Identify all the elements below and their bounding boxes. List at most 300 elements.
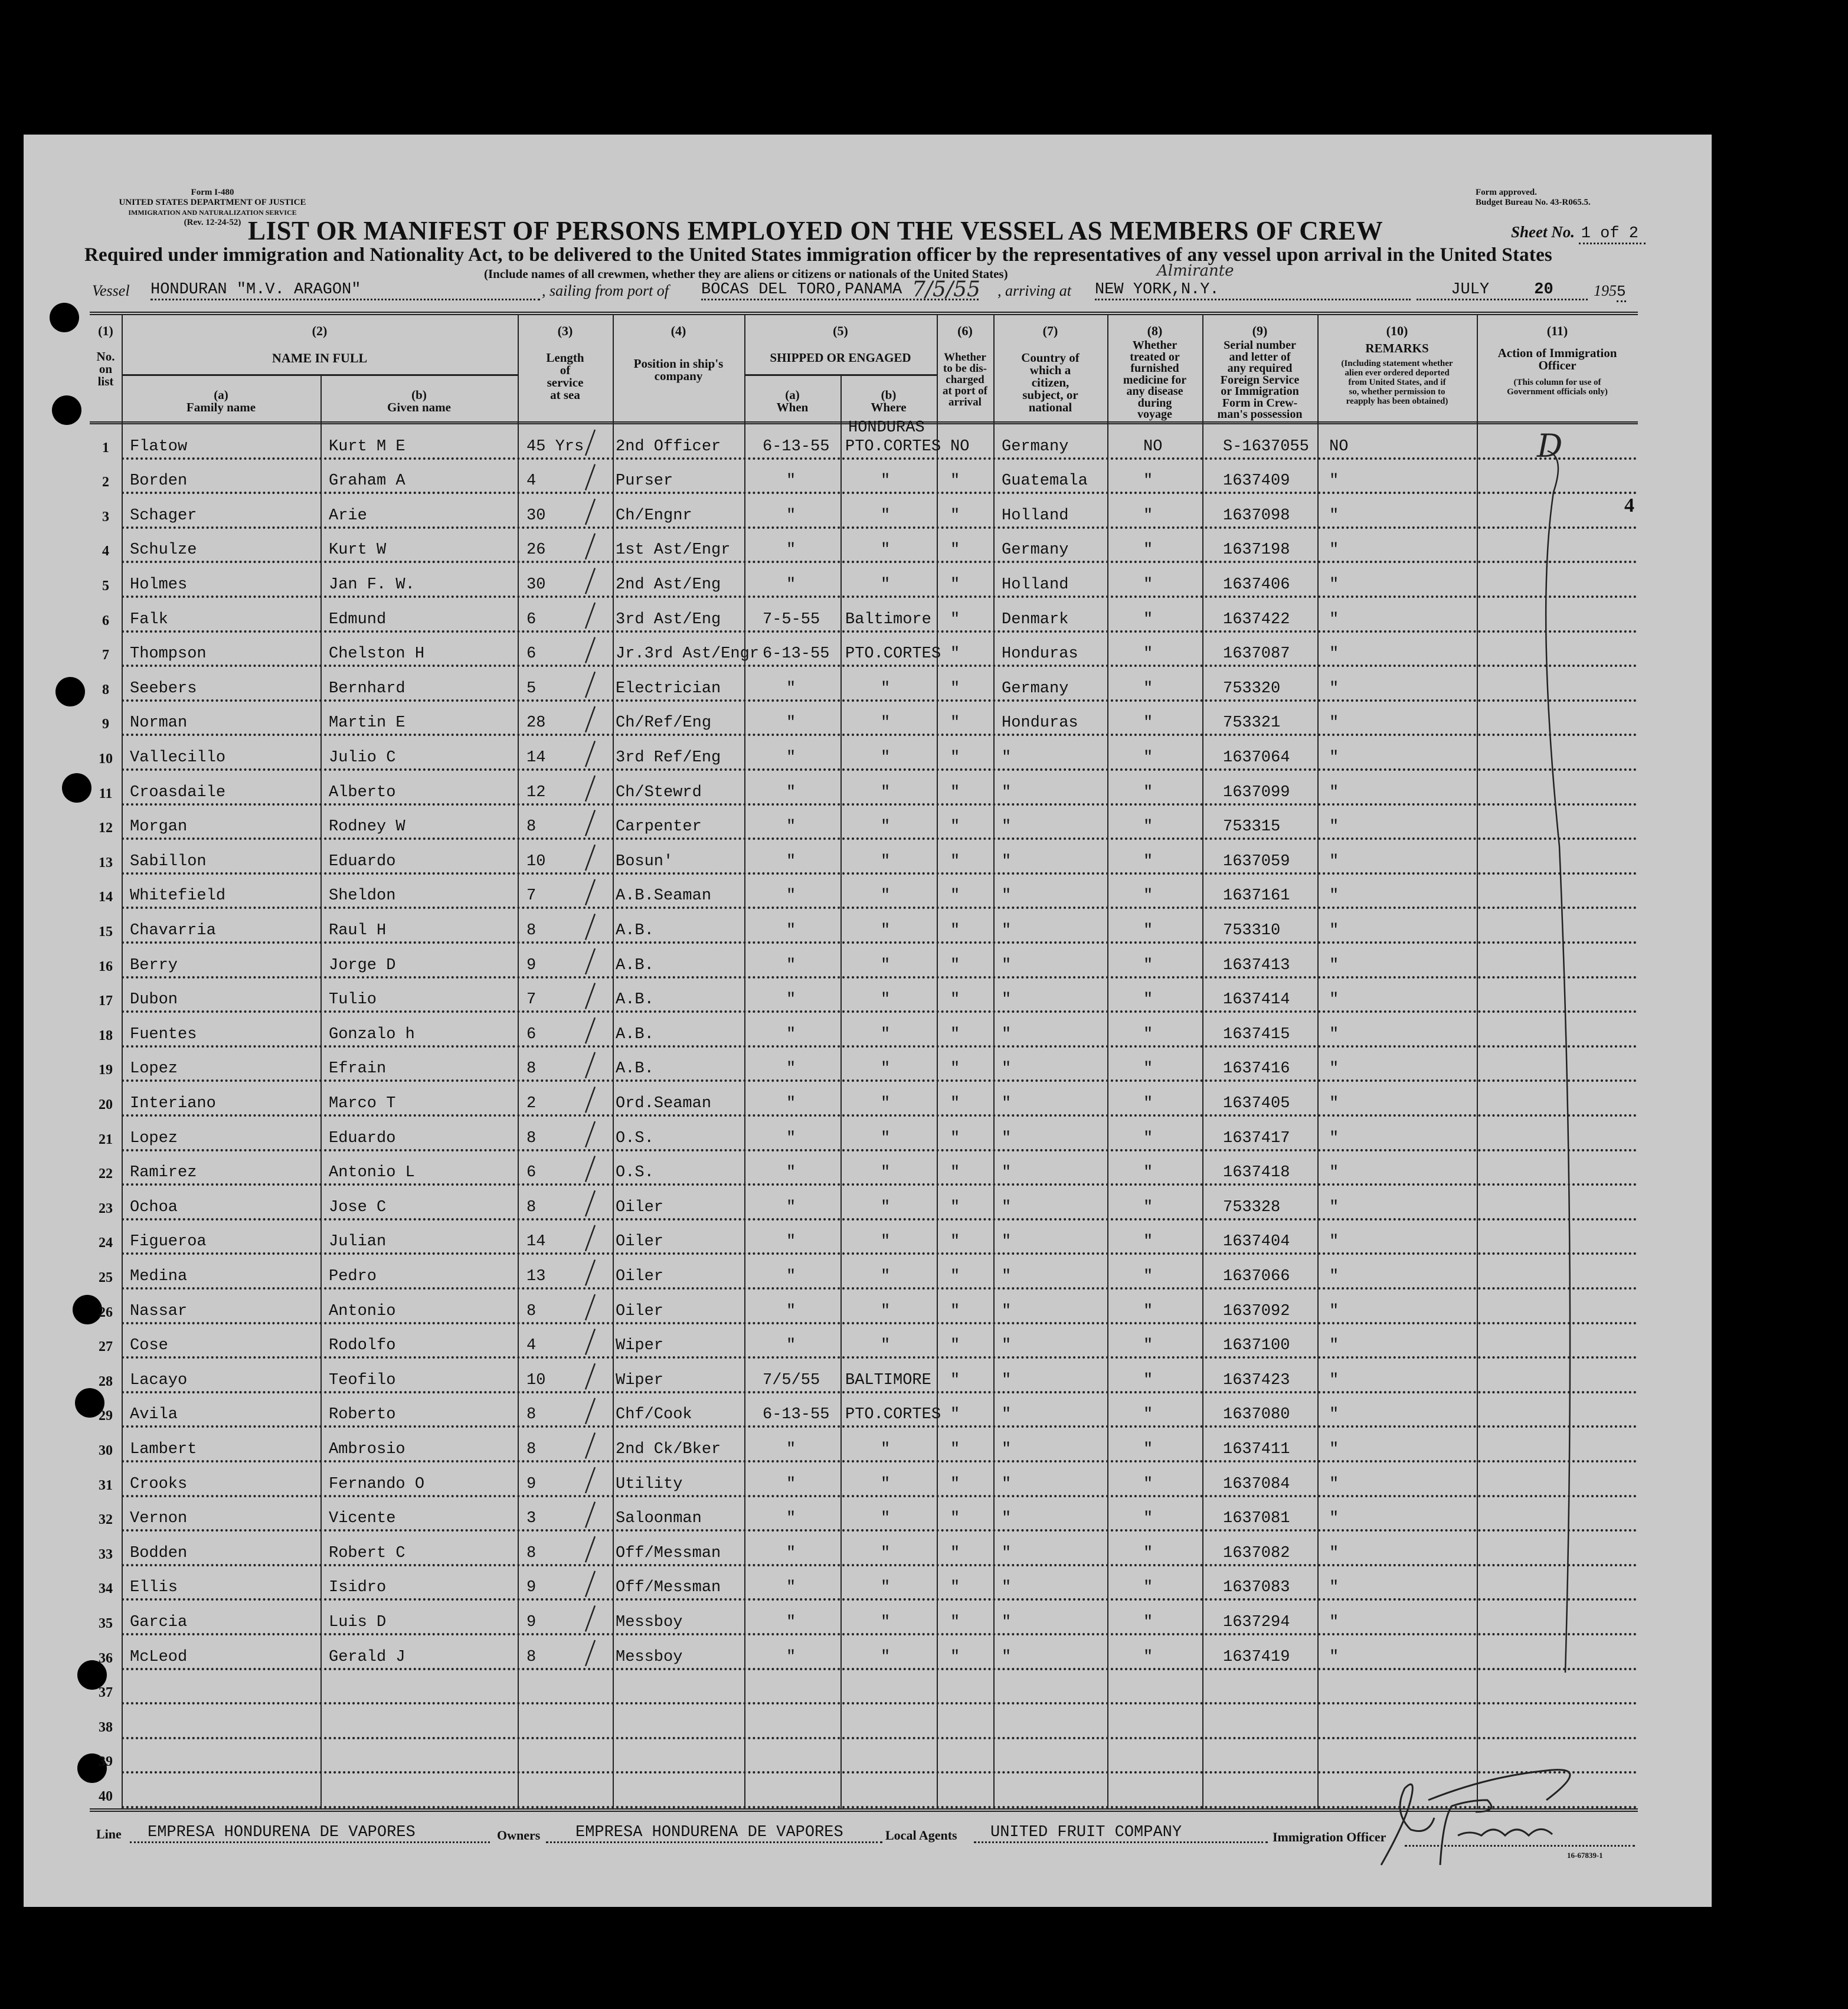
family-name: Berry [130, 956, 178, 974]
discharged: " [950, 679, 960, 698]
family-name: Morgan [130, 818, 188, 836]
length-of-service: 13 [526, 1267, 546, 1285]
family-name: Medina [130, 1267, 188, 1285]
row-number: 29 [99, 1408, 113, 1424]
serial-number: 753310 [1223, 921, 1281, 940]
shipped-where-country: HONDURAS [848, 418, 925, 437]
shipped-when: " [786, 1060, 796, 1078]
row-number: 12 [99, 820, 113, 836]
treated: " [1143, 679, 1153, 698]
shipped-when: 6-13-55 [763, 645, 830, 663]
vessel-name: HONDURAN "M.V. ARAGON" [151, 281, 540, 300]
shipped-where: " [881, 818, 891, 836]
remarks: " [1329, 887, 1339, 905]
serial-number: 1637092 [1223, 1302, 1290, 1320]
shipped-where: Baltimore [845, 610, 931, 629]
column-number: (10) [1386, 323, 1408, 338]
check-mark [586, 845, 595, 871]
discharged: " [950, 956, 960, 974]
row-number: 22 [99, 1166, 113, 1182]
serial-number: 1637406 [1223, 575, 1290, 594]
family-name: Falk [130, 610, 168, 629]
country: " [1002, 1025, 1012, 1043]
length-of-service: 8 [526, 1129, 537, 1147]
binder-hole [50, 303, 79, 332]
row-number: 6 [102, 613, 109, 629]
serial-number: 1637415 [1223, 1025, 1290, 1043]
discharged: " [950, 748, 960, 767]
sailing-date: 7/5/55 [912, 277, 980, 302]
check-mark [586, 1294, 595, 1320]
family-name: Bodden [130, 1544, 188, 1562]
position: Oiler [616, 1233, 664, 1251]
shipped-when: " [786, 1164, 796, 1182]
family-name: Cose [130, 1337, 168, 1355]
shipped-where: " [881, 1129, 891, 1147]
shipped-where: " [881, 1025, 891, 1043]
given-name: Kurt W [329, 541, 387, 559]
row-number: 4 [102, 544, 109, 559]
treated: " [1143, 1025, 1153, 1043]
position: 1st Ast/Engr [616, 541, 731, 559]
discharged: " [950, 991, 960, 1009]
shipped-where: PTO.CORTES [845, 1406, 941, 1424]
shipped-where: " [881, 575, 891, 594]
arrival-day: 20 [1534, 281, 1553, 299]
serial-number: S-1637055 [1223, 437, 1309, 456]
discharged: " [950, 1406, 960, 1424]
shipped-where: " [881, 1544, 891, 1562]
shipped-where: " [881, 852, 891, 871]
family-name: Lopez [130, 1129, 178, 1147]
remarks: " [1329, 748, 1339, 767]
shipped-where: " [881, 991, 891, 1009]
length-of-service: 8 [526, 1406, 537, 1424]
treated: " [1143, 472, 1153, 490]
row-number: 27 [99, 1339, 113, 1355]
serial-number: 753328 [1223, 1198, 1281, 1216]
row-number: 26 [99, 1304, 113, 1320]
country: " [1002, 1337, 1012, 1355]
country: Germany [1002, 437, 1069, 456]
check-mark [586, 637, 595, 663]
shipped-where: " [881, 1475, 891, 1493]
length-of-service: 9 [526, 1475, 537, 1493]
local-agents-label: Local Agents [885, 1828, 957, 1843]
position: Off/Messman [616, 1544, 721, 1562]
discharged: " [950, 575, 960, 594]
shipped-when: " [786, 956, 796, 974]
crew-table [90, 312, 1638, 1814]
sheet-label: Sheet No. [1511, 223, 1575, 241]
position: Ch/Ref/Eng [616, 714, 712, 732]
binder-hole [62, 773, 91, 803]
header-name-in-full: NAME IN FULL [272, 351, 368, 365]
family-name: Lambert [130, 1440, 197, 1458]
discharged: " [950, 1060, 960, 1078]
shipped-when: " [786, 1129, 796, 1147]
country: " [1002, 1094, 1012, 1113]
treated: " [1143, 1198, 1153, 1216]
header-where: (b) Where [871, 388, 907, 414]
length-of-service: 14 [526, 1233, 546, 1251]
remarks: " [1329, 610, 1339, 629]
port-annotation: Almirante [1157, 262, 1234, 280]
discharged: " [950, 1648, 960, 1666]
shipped-when: " [786, 1337, 796, 1355]
serial-number: 1637409 [1223, 472, 1290, 490]
sailing-label: , sailing from port of [542, 282, 669, 299]
country: " [1002, 852, 1012, 871]
shipped-where: " [881, 1060, 891, 1078]
serial-number: 753320 [1223, 679, 1281, 698]
row-number: 11 [99, 786, 113, 801]
shipped-where: " [881, 748, 891, 767]
position: Oiler [616, 1267, 664, 1285]
position: Wiper [616, 1337, 664, 1355]
family-name: Borden [130, 472, 188, 490]
position: Ord.Seaman [616, 1094, 712, 1113]
remarks: " [1329, 1060, 1339, 1078]
row-number: 34 [99, 1581, 113, 1597]
binder-hole [55, 677, 85, 706]
remarks: " [1329, 1267, 1339, 1285]
treated: " [1143, 1544, 1153, 1562]
remarks: " [1329, 1579, 1339, 1597]
treated: " [1143, 1094, 1153, 1113]
owners-label: Owners [497, 1828, 541, 1843]
length-of-service: 9 [526, 956, 537, 974]
shipped-where: " [881, 783, 891, 801]
check-mark [586, 1329, 595, 1355]
row-number: 16 [99, 958, 113, 974]
shipped-where: " [881, 921, 891, 940]
check-mark [586, 1605, 595, 1631]
country: Holland [1002, 575, 1069, 594]
year-typed: 5 [1617, 283, 1626, 302]
serial-number: 1637084 [1223, 1475, 1290, 1493]
serial-number: 1637087 [1223, 645, 1290, 663]
serial-number: 1637422 [1223, 610, 1290, 629]
discharged: " [950, 1025, 960, 1043]
row-number: 37 [99, 1685, 113, 1701]
remarks: " [1329, 1094, 1339, 1113]
discharged: " [950, 1371, 960, 1389]
given-name: Robert C [329, 1544, 405, 1562]
check-mark [586, 1432, 595, 1458]
check-mark [586, 1536, 595, 1562]
length-of-service: 8 [526, 1648, 537, 1666]
check-mark [586, 1121, 595, 1147]
shipped-when: " [786, 921, 796, 940]
position: Chf/Cook [616, 1406, 692, 1424]
remarks: " [1329, 852, 1339, 871]
family-name: Interiano [130, 1094, 216, 1113]
discharged: " [950, 1544, 960, 1562]
check-mark [586, 1363, 595, 1389]
family-name: Croasdaile [130, 783, 226, 801]
length-of-service: 8 [526, 921, 537, 940]
length-of-service: 30 [526, 575, 546, 594]
shipped-where: " [881, 1510, 891, 1528]
position: A.B. [616, 1060, 654, 1078]
family-name: Avila [130, 1406, 178, 1424]
position: Bosun' [616, 852, 673, 871]
treated: " [1143, 541, 1153, 559]
serial-number: 1637405 [1223, 1094, 1290, 1113]
remarks: " [1329, 783, 1339, 801]
page-subtitle: Required under immigration and Nationality Act, to be delivered to the United States immigration officer by the representatives of any vessel upon arrival in the United States [84, 244, 1552, 266]
row-number: 1 [102, 440, 109, 456]
serial-number: 753315 [1223, 818, 1281, 836]
approval-block [1476, 188, 1591, 208]
given-name: Julian [329, 1233, 387, 1251]
header-treated: Whether treated or furnished medicine for any disease during voyage [1123, 339, 1187, 421]
family-name: Vallecillo [130, 748, 226, 767]
shipped-when: " [786, 1233, 796, 1251]
given-name: Gonzalo h [329, 1025, 415, 1043]
row-number: 10 [99, 751, 113, 767]
header-remarks: REMARKS [1365, 341, 1429, 355]
column-number: (8) [1147, 323, 1163, 338]
given-name: Marco T [329, 1094, 396, 1113]
shipped-where: " [881, 541, 891, 559]
position: Wiper [616, 1371, 664, 1389]
shipped-when: " [786, 575, 796, 594]
position: 2nd Ast/Eng [616, 575, 721, 594]
check-mark [586, 430, 595, 456]
treated: " [1143, 887, 1153, 905]
country: " [1002, 991, 1012, 1009]
country: " [1002, 783, 1012, 801]
country: " [1002, 1233, 1012, 1251]
column-number: (6) [957, 323, 973, 338]
shipped-where: " [881, 1198, 891, 1216]
row-number: 5 [102, 578, 109, 594]
length-of-service: 30 [526, 506, 546, 525]
remarks: " [1329, 1337, 1339, 1355]
include-note: (Include names of all crewmen, whether they are aliens or citizens or nationals of the United States) [484, 267, 1008, 281]
length-of-service: 8 [526, 818, 537, 836]
column-number: (1) [98, 323, 113, 338]
given-name: Alberto [329, 783, 396, 801]
shipped-when: " [786, 1613, 796, 1631]
given-name: Eduardo [329, 1129, 396, 1147]
discharged: " [950, 921, 960, 940]
row-number: 25 [99, 1269, 113, 1285]
check-mark [586, 914, 595, 940]
position: Carpenter [616, 818, 702, 836]
treated: " [1143, 818, 1153, 836]
check-mark [586, 1502, 595, 1528]
position: Saloonman [616, 1510, 702, 1528]
remarks: " [1329, 472, 1339, 490]
check-mark [586, 1640, 595, 1666]
position: Utility [616, 1475, 683, 1493]
country: " [1002, 1440, 1012, 1458]
row-number: 40 [99, 1788, 113, 1804]
length-of-service: 8 [526, 1544, 537, 1562]
given-name: Jorge D [329, 956, 396, 974]
position: 3rd Ref/Eng [616, 748, 721, 767]
treated: " [1143, 575, 1153, 594]
given-name: Kurt M E [329, 437, 405, 456]
family-name: Sabillon [130, 852, 207, 871]
discharged: " [950, 506, 960, 525]
row-number: 3 [102, 509, 109, 525]
remarks: " [1329, 956, 1339, 974]
length-of-service: 6 [526, 610, 537, 629]
country: Germany [1002, 679, 1069, 698]
discharged: " [950, 1613, 960, 1631]
shipped-when: " [786, 714, 796, 732]
shipped-when: " [786, 1475, 796, 1493]
shipped-when: " [786, 1302, 796, 1320]
treated: NO [1143, 437, 1163, 456]
family-name: Ellis [130, 1579, 178, 1597]
remarks: " [1329, 921, 1339, 940]
remarks: " [1329, 575, 1339, 594]
remarks: NO [1329, 437, 1349, 456]
arriving-label: , arriving at [997, 282, 1071, 299]
country: " [1002, 1371, 1012, 1389]
given-name: Martin E [329, 714, 405, 732]
row-number: 13 [99, 855, 113, 871]
column-number: (11) [1546, 323, 1568, 338]
discharged: " [950, 1094, 960, 1113]
discharged: " [950, 1267, 960, 1285]
position: Electrician [616, 679, 721, 698]
discharged: " [950, 1337, 960, 1355]
country: " [1002, 1267, 1012, 1285]
treated: " [1143, 1371, 1153, 1389]
remarks: " [1329, 714, 1339, 732]
length-of-service: 9 [526, 1579, 537, 1597]
remarks: " [1329, 1025, 1339, 1043]
country: " [1002, 818, 1012, 836]
discharged: " [950, 1198, 960, 1216]
position: A.B. [616, 991, 654, 1009]
shipped-where: PTO.CORTES [845, 437, 941, 456]
shipped-where: " [881, 472, 891, 490]
departure-port: BOCAS DEL TORO,PANAMA [701, 281, 979, 300]
check-mark [586, 1190, 595, 1216]
remarks: " [1329, 1613, 1339, 1631]
margin-mark: 4 [1624, 495, 1634, 516]
treated: " [1143, 506, 1153, 525]
row-number: 30 [99, 1442, 113, 1458]
family-name: Flatow [130, 437, 188, 456]
country: " [1002, 1648, 1012, 1666]
department: UNITED STATES DEPARTMENT OF JUSTICE [119, 198, 306, 207]
action-mark: D [1537, 427, 1563, 464]
given-name: Pedro [329, 1267, 377, 1285]
length-of-service: 6 [526, 1164, 537, 1182]
given-name: Rodolfo [329, 1337, 396, 1355]
country: " [1002, 1198, 1012, 1216]
header-discharged: Whether to be dis- charged at port of arrival [943, 351, 987, 408]
row-number: 19 [99, 1062, 113, 1078]
service: IMMIGRATION AND NATURALIZATION SERVICE [128, 208, 297, 217]
check-mark [586, 1259, 595, 1285]
remarks: " [1329, 1406, 1339, 1424]
shipped-when: 7-5-55 [763, 610, 820, 629]
length-of-service: 6 [526, 1025, 537, 1043]
serial-number: 1637417 [1223, 1129, 1290, 1147]
shipped-where: " [881, 1579, 891, 1597]
discharged: NO [950, 437, 970, 456]
row-number: 39 [99, 1754, 113, 1770]
family-name: Holmes [130, 575, 188, 594]
length-of-service: 2 [526, 1094, 537, 1113]
shipped-where: PTO.CORTES [845, 645, 941, 663]
country: " [1002, 1544, 1012, 1562]
discharged: " [950, 472, 960, 490]
position: Messboy [616, 1648, 683, 1666]
remarks: " [1329, 1475, 1339, 1493]
family-name: Figueroa [130, 1233, 207, 1251]
check-mark [586, 741, 595, 767]
treated: " [1143, 1648, 1153, 1666]
country: " [1002, 1164, 1012, 1182]
serial-number: 1637404 [1223, 1233, 1290, 1251]
treated: " [1143, 1267, 1153, 1285]
remarks: " [1329, 1544, 1339, 1562]
country: " [1002, 1579, 1012, 1597]
revision: (Rev. 12-24-52) [184, 218, 241, 227]
country: " [1002, 1060, 1012, 1078]
family-name: Seebers [130, 679, 197, 698]
check-mark [586, 948, 595, 974]
treated: " [1143, 1233, 1153, 1251]
treated: " [1143, 852, 1153, 871]
check-mark [586, 1052, 595, 1078]
family-name: Lacayo [130, 1371, 188, 1389]
sheet-value: 1 of 2 [1579, 225, 1646, 244]
family-name: Fuentes [130, 1025, 197, 1043]
check-mark [586, 1225, 595, 1251]
serial-number: 1637099 [1223, 783, 1290, 801]
shipped-when: " [786, 1198, 796, 1216]
shipped-where: " [881, 1302, 891, 1320]
check-mark [586, 464, 595, 490]
country: " [1002, 1613, 1012, 1631]
shipped-when: " [786, 1094, 796, 1113]
header-country: Country of which a citizen, subject, or national [1021, 351, 1080, 414]
discharged: " [950, 1579, 960, 1597]
position: Ch/Engnr [616, 506, 692, 525]
given-name: Fernando O [329, 1475, 425, 1493]
family-name: Schulze [130, 541, 197, 559]
check-mark [586, 568, 595, 594]
treated: " [1143, 1302, 1153, 1320]
family-name: Whitefield [130, 887, 226, 905]
remarks: " [1329, 1198, 1339, 1216]
treated: " [1143, 610, 1153, 629]
serial-number: 1637418 [1223, 1164, 1290, 1182]
discharged: " [950, 1302, 960, 1320]
remarks: " [1329, 1129, 1339, 1147]
length-of-service: 7 [526, 991, 537, 1009]
serial-number: 1637161 [1223, 887, 1290, 905]
serial-number: 1637064 [1223, 748, 1290, 767]
remarks: " [1329, 1648, 1339, 1666]
given-name: Arie [329, 506, 367, 525]
given-name: Efrain [329, 1060, 387, 1078]
row-number: 32 [99, 1512, 113, 1528]
shipped-when: " [786, 887, 796, 905]
row-number: 8 [102, 682, 109, 698]
